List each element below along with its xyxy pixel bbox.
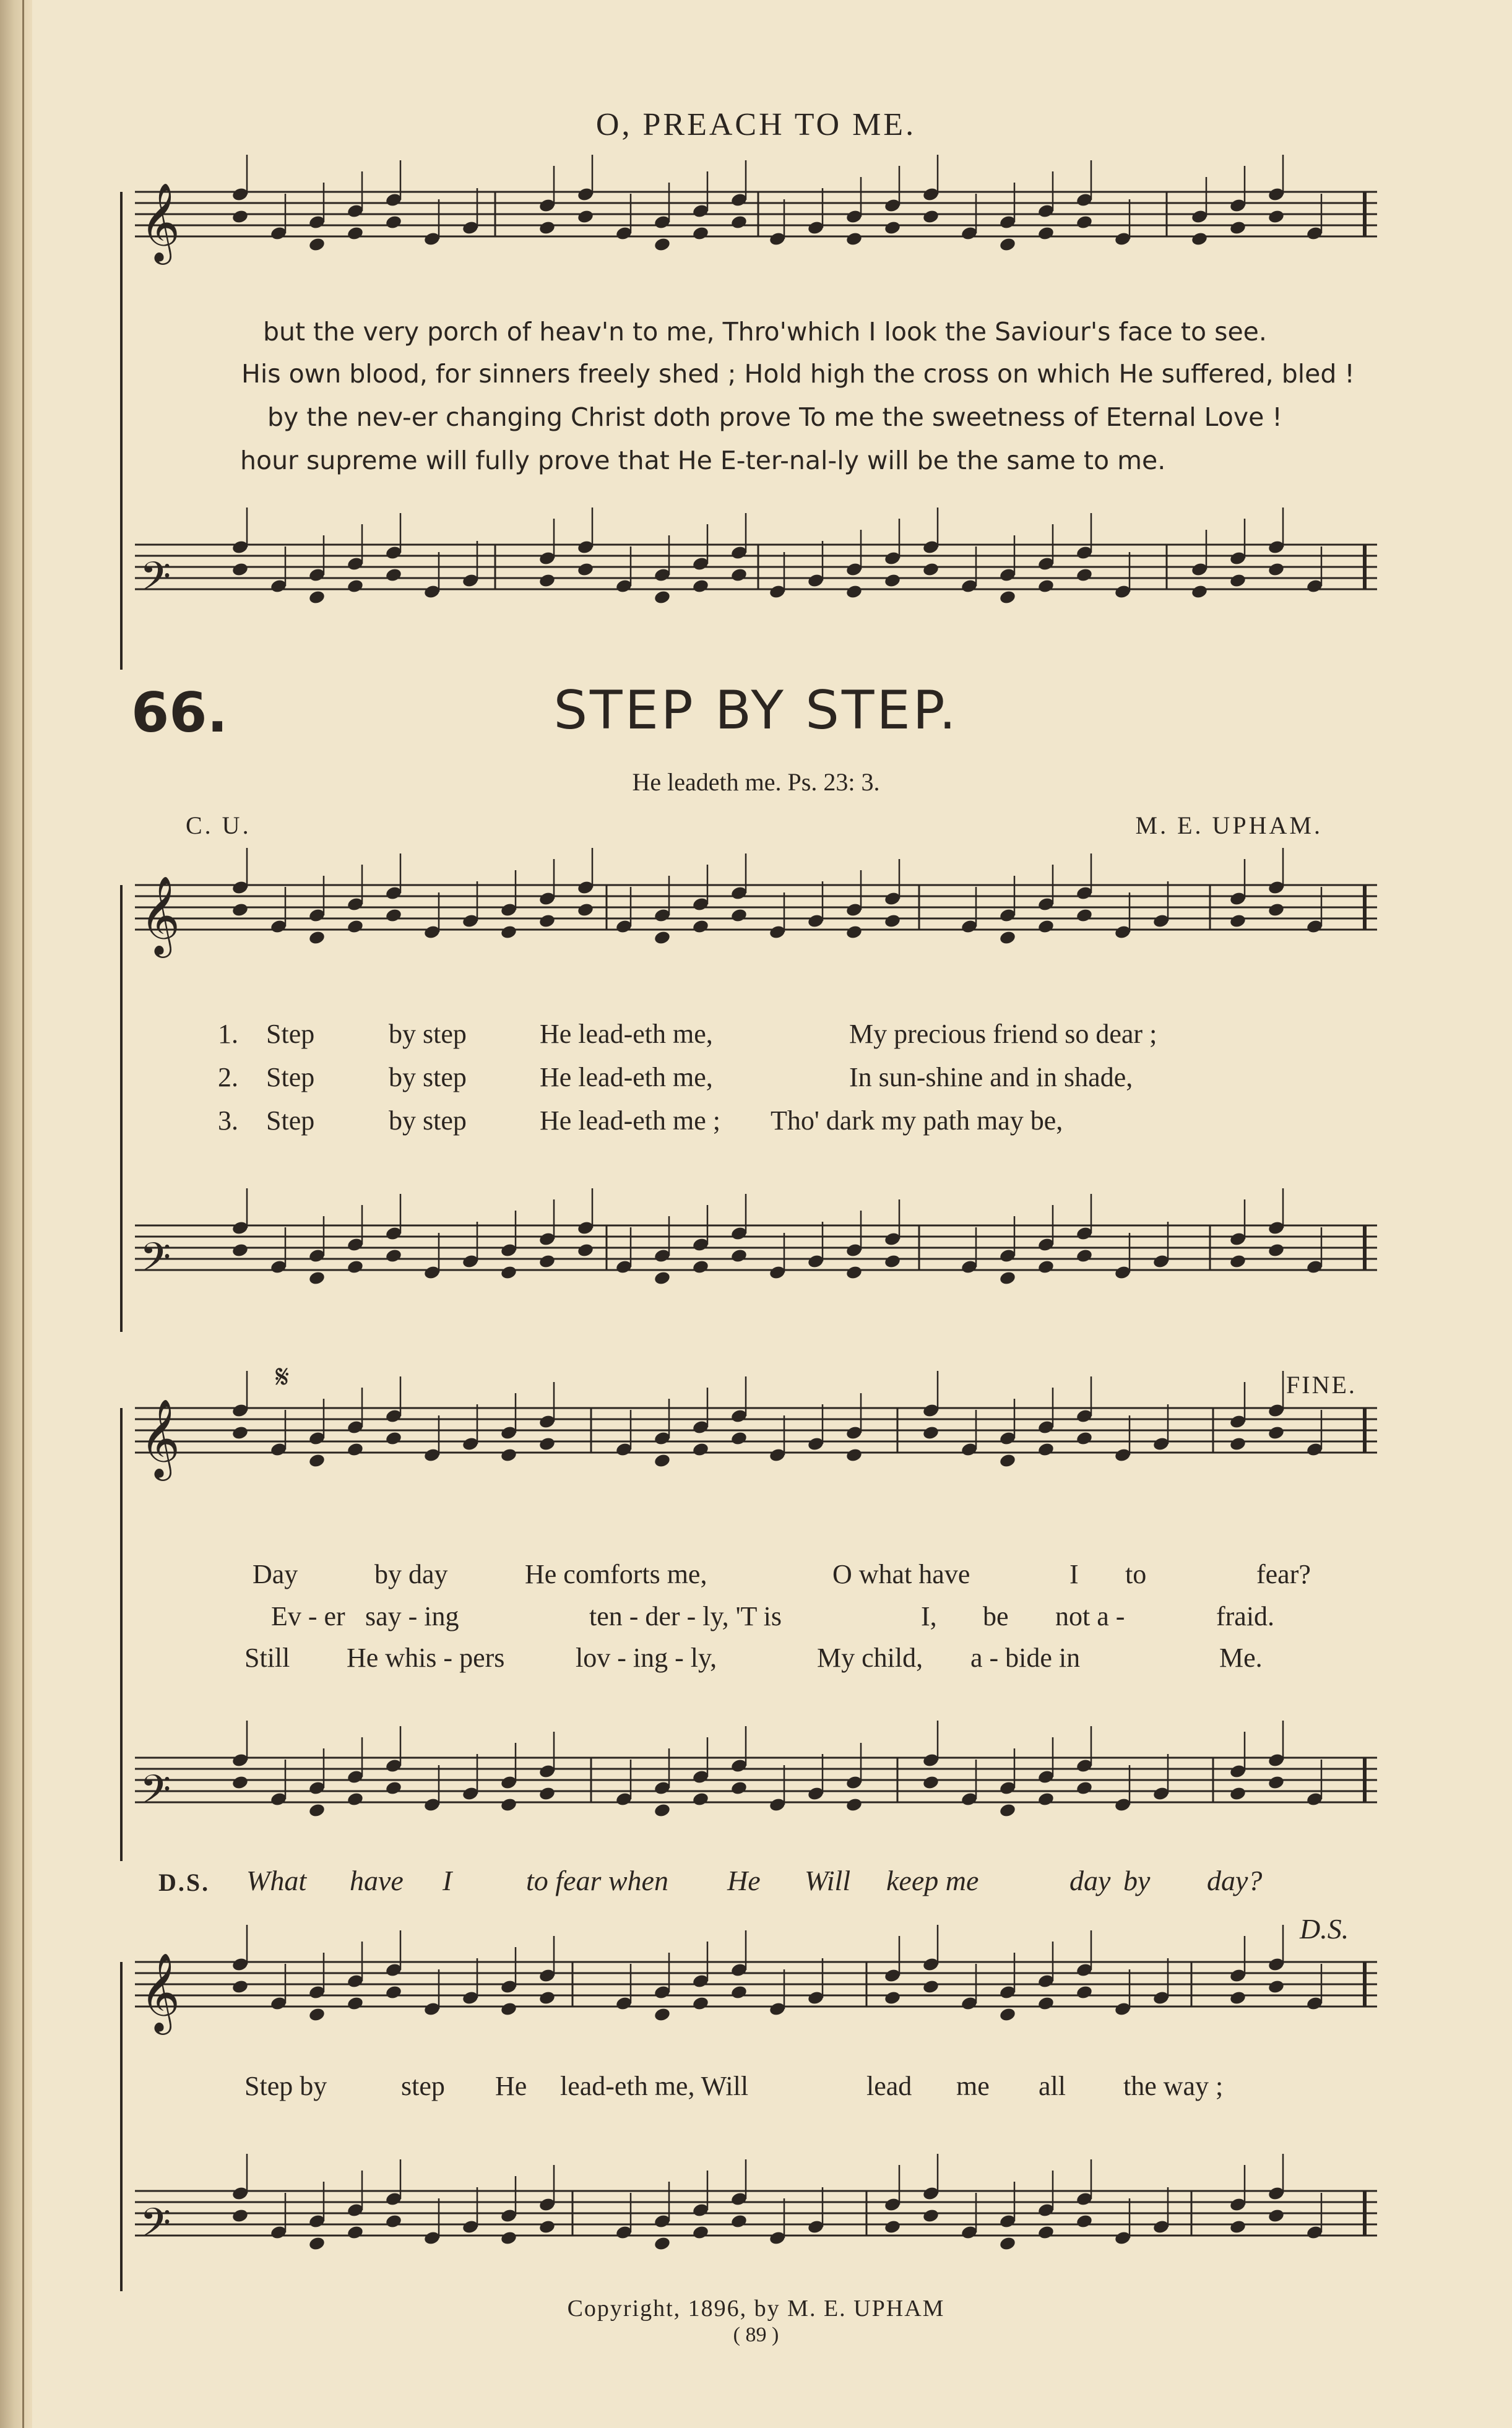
clef-glyph: 𝄞 (140, 1398, 181, 1477)
lyric-word: He (727, 1865, 761, 1896)
notehead (884, 2219, 902, 2234)
notehead (654, 2007, 672, 2022)
notehead (692, 1995, 710, 2011)
lyric-word: In sun-shine and in shade, (849, 1062, 1133, 1092)
notehead (845, 584, 863, 599)
lyric-word: be (983, 1601, 1009, 1631)
notehead (577, 902, 595, 917)
lyric-word: keep me (886, 1865, 979, 1896)
notehead (538, 1253, 556, 1269)
notehead (500, 1264, 518, 1280)
scripture-reference: He leadeth me. Ps. 23: 3. (632, 768, 880, 796)
notehead (654, 236, 672, 252)
notehead (884, 220, 902, 235)
notehead (884, 572, 902, 588)
lyric-word: Will (805, 1865, 851, 1896)
lyric-word: I (1069, 1559, 1079, 1589)
notehead (1268, 1774, 1285, 1790)
notehead (654, 1453, 672, 1468)
notehead (1229, 2219, 1247, 2234)
ds-label: D.S. (158, 1869, 210, 1896)
notehead (308, 2236, 326, 2251)
previous-hymn-title: O, PREACH TO ME. (595, 107, 917, 142)
notehead (1076, 907, 1094, 923)
lyric-word: He lead-eth me, (540, 1062, 713, 1092)
lyric-word: me (956, 2071, 990, 2101)
lyric-word: all (1039, 2071, 1066, 2101)
notehead (308, 1453, 326, 1468)
lyric-word: He comforts me, (525, 1559, 707, 1589)
notehead (577, 561, 595, 577)
notehead (999, 2007, 1017, 2022)
notehead (999, 930, 1017, 945)
notehead (385, 1430, 403, 1446)
lyric-word: have (350, 1865, 404, 1896)
notehead (347, 918, 365, 934)
segno-sign: 𝄋 (275, 1360, 290, 1395)
notehead (500, 2230, 518, 2245)
lyric-word: to (1125, 1559, 1147, 1589)
notehead (385, 567, 403, 582)
notehead (1268, 2208, 1285, 2223)
notehead (922, 1774, 940, 1790)
copyright-notice: Copyright, 1896, by M. E. UPHAM (567, 2296, 945, 2322)
lyric-word: Ev - er (271, 1601, 345, 1631)
notehead (1076, 1430, 1094, 1446)
lyric-word: O what have (832, 1559, 970, 1589)
notehead (1229, 572, 1247, 588)
notehead (999, 1270, 1017, 1285)
notehead (999, 589, 1017, 605)
lyric-word: a - bide in (970, 1643, 1081, 1673)
notehead (692, 918, 710, 934)
notehead (1076, 214, 1094, 230)
notehead (730, 2213, 748, 2229)
previous-verse-line-1: but the very porch of heav'n to me, Thro'which I look the Saviour's face to see. (263, 317, 1267, 347)
ds-marking: D.S. (1300, 1913, 1349, 1945)
notehead (884, 1253, 902, 1269)
notehead (730, 1430, 748, 1446)
notehead (1037, 1791, 1055, 1807)
lyric-word: lead (866, 2071, 912, 2101)
notehead (1037, 1259, 1055, 1274)
notehead (538, 1436, 556, 1451)
notehead (231, 1242, 249, 1258)
notehead (692, 1259, 710, 1274)
lyric-word: fraid. (1216, 1601, 1275, 1631)
notehead (308, 589, 326, 605)
notehead (1037, 2224, 1055, 2240)
notehead (308, 1270, 326, 1285)
clef-glyph: 𝄞 (140, 1952, 181, 2031)
verse-number: 2. (218, 1062, 238, 1092)
notehead (347, 225, 365, 241)
lyric-word: I (443, 1865, 452, 1896)
notehead (1268, 902, 1285, 917)
notehead (654, 2236, 672, 2251)
notehead (231, 1425, 249, 1440)
notehead (692, 578, 710, 594)
notehead (308, 2007, 326, 2022)
notehead (654, 1802, 672, 1818)
notehead (730, 214, 748, 230)
notehead (1076, 1780, 1094, 1795)
lyric-word: Me. (1219, 1643, 1263, 1673)
lyric-word: ten - der - ly, 'T is (589, 1601, 782, 1631)
notehead (1229, 1990, 1247, 2005)
notehead (347, 2224, 365, 2240)
notehead (845, 1797, 863, 1812)
notehead (347, 1259, 365, 1274)
notehead (347, 1441, 365, 1457)
notehead (1268, 1425, 1285, 1440)
lyric-word: not a - (1055, 1601, 1125, 1631)
lyric-word: My child, (817, 1643, 923, 1673)
notehead (692, 1791, 710, 1807)
notehead (730, 1780, 748, 1795)
notehead (385, 214, 403, 230)
notehead (884, 913, 902, 928)
notehead (1076, 2213, 1094, 2229)
notehead (1268, 1979, 1285, 1994)
notehead (654, 930, 672, 945)
notehead (1076, 567, 1094, 582)
notehead (730, 1984, 748, 2000)
notehead (385, 2213, 403, 2229)
notehead (347, 1995, 365, 2011)
notehead (231, 1774, 249, 1790)
hymn-number: 66. (131, 681, 228, 745)
previous-verse-line-4: hour supreme will fully prove that He E-ter-nal-ly will be the same to me. (240, 446, 1166, 475)
lyric-word: He lead-eth me, (540, 1019, 713, 1049)
notehead (538, 572, 556, 588)
verse-number: 1. (218, 1019, 238, 1049)
clef-glyph: 𝄞 (140, 182, 181, 261)
notehead (347, 578, 365, 594)
notehead (922, 209, 940, 224)
notehead (500, 2001, 518, 2016)
notehead (999, 2236, 1017, 2251)
notehead (1229, 913, 1247, 928)
notehead (385, 1780, 403, 1795)
notehead (231, 561, 249, 577)
lyric-word: to fear when (526, 1865, 668, 1896)
notehead (999, 1453, 1017, 1468)
notehead (538, 220, 556, 235)
notehead (999, 236, 1017, 252)
notehead (1229, 1436, 1247, 1451)
clef-glyph: 𝄢 (140, 1767, 171, 1823)
notehead (1268, 209, 1285, 224)
lyric-word: by step (389, 1062, 467, 1092)
notehead (1191, 231, 1209, 246)
notehead (308, 1802, 326, 1818)
lyric-word: day (1069, 1865, 1111, 1896)
notehead (308, 236, 326, 252)
notehead (231, 2208, 249, 2223)
notehead (538, 1990, 556, 2005)
notehead (922, 561, 940, 577)
notehead (922, 2208, 940, 2223)
verse-number: 3. (218, 1105, 238, 1136)
hymn-title: STEP BY STEP. (553, 680, 959, 741)
notehead (1229, 220, 1247, 235)
notehead (500, 1797, 518, 1812)
notehead (999, 1802, 1017, 1818)
notehead (730, 567, 748, 582)
lyric-word: by day (374, 1559, 448, 1589)
lyric-word: lead-eth me, Will (560, 2071, 749, 2101)
notehead (500, 924, 518, 940)
notehead (1229, 1253, 1247, 1269)
clef-glyph: 𝄢 (140, 2200, 171, 2256)
lyric-word: He (495, 2071, 527, 2101)
notehead (884, 1990, 902, 2005)
notehead (538, 1786, 556, 1801)
notehead (1076, 1984, 1094, 2000)
notehead (385, 1248, 403, 1263)
notehead (730, 907, 748, 923)
notehead (654, 1270, 672, 1285)
notehead (385, 1984, 403, 2000)
notehead (385, 907, 403, 923)
composer-credit: M. E. UPHAM. (1135, 811, 1323, 839)
lyric-word: fear? (1256, 1559, 1311, 1589)
notehead (308, 930, 326, 945)
lyric-word: Step (266, 1019, 315, 1049)
lyric-word: Step (266, 1062, 315, 1092)
lyric-word: Day (253, 1559, 298, 1589)
lyric-word: lov - ing - ly, (576, 1643, 717, 1673)
lyric-word: Tho' dark my path may be, (771, 1105, 1063, 1136)
notehead (538, 2219, 556, 2234)
notehead (845, 1447, 863, 1462)
lyric-word: step (401, 2071, 445, 2101)
notehead (922, 1425, 940, 1440)
clef-glyph: 𝄢 (140, 1235, 171, 1290)
lyric-word: by (1123, 1865, 1151, 1896)
lyric-word: by step (389, 1019, 467, 1049)
clef-glyph: 𝄢 (140, 554, 171, 610)
notehead (577, 209, 595, 224)
notehead (1268, 561, 1285, 577)
lyric-word: day? (1207, 1865, 1263, 1896)
lyric-word: by step (389, 1105, 467, 1136)
lyricist-credit: C. U. (186, 811, 251, 839)
notehead (231, 209, 249, 224)
lyric-word: Step by (244, 2071, 327, 2101)
fine-marking: FINE. (1286, 1371, 1357, 1399)
notehead (1037, 1995, 1055, 2011)
notehead (1037, 918, 1055, 934)
notehead (1076, 1248, 1094, 1263)
notehead (1229, 1786, 1247, 1801)
notehead (692, 1441, 710, 1457)
notehead (1268, 1242, 1285, 1258)
lyric-word: He lead-eth me ; (540, 1105, 720, 1136)
lyric-word: What (246, 1865, 307, 1896)
notehead (730, 1248, 748, 1263)
lyric-word: the way ; (1123, 2071, 1224, 2101)
page-number: ( 89 ) (733, 2323, 779, 2346)
notehead (1037, 1441, 1055, 1457)
notehead (1037, 578, 1055, 594)
notehead (347, 1791, 365, 1807)
notehead (692, 2224, 710, 2240)
lyric-word: He whis - pers (347, 1643, 505, 1673)
notehead (1191, 584, 1209, 599)
notehead (577, 1242, 595, 1258)
clef-glyph: 𝄞 (140, 875, 181, 954)
notehead (845, 231, 863, 246)
notehead (845, 924, 863, 940)
previous-verse-line-3: by the nev-er changing Christ doth prove To me the sweetness of Eternal Love ! (267, 402, 1282, 432)
notehead (922, 1979, 940, 1994)
notehead (654, 589, 672, 605)
notehead (231, 902, 249, 917)
notehead (1037, 225, 1055, 241)
notehead (845, 1264, 863, 1280)
lyric-word: Still (244, 1643, 290, 1673)
notehead (538, 913, 556, 928)
notehead (692, 225, 710, 241)
previous-verse-line-2: His own blood, for sinners freely shed ; Hold high the cross on which He suffered, bled ! (241, 359, 1355, 389)
notehead (500, 1447, 518, 1462)
lyric-word: say - ing (365, 1601, 459, 1631)
lyric-word: Step (266, 1105, 315, 1136)
lyric-word: I, (921, 1601, 937, 1631)
lyric-word: My precious friend so dear ; (849, 1019, 1157, 1049)
notehead (231, 1979, 249, 1994)
